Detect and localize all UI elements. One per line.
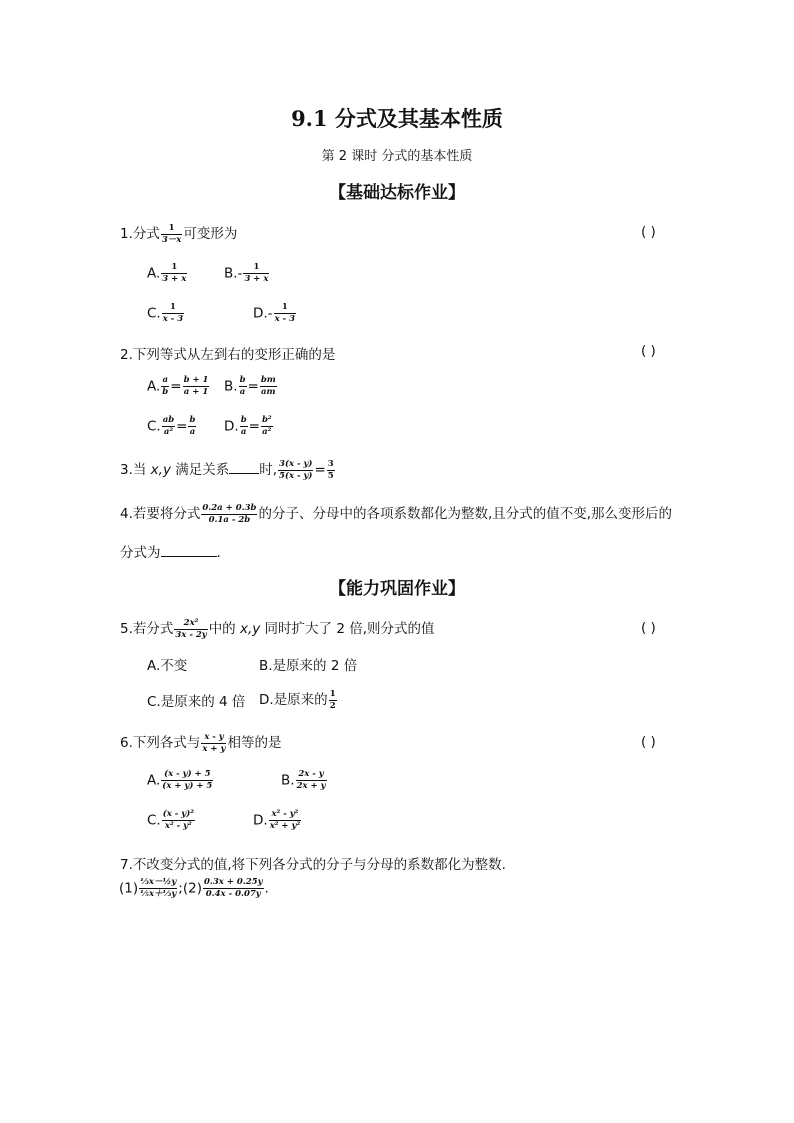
question-4-line2: 分式为 . [120,545,221,561]
q1-option-a[interactable]: A. $\frac{1}{3 + x}$ [147,262,187,284]
page-title: 9.1 分式及其基本性质 [291,106,503,131]
question-3: 3.当 x,y 满足关系 时, $\frac{3(x - y)}{5(x - y)}$ = $\frac{3}{5}$ [120,458,334,481]
q4-answer-blank[interactable] [161,556,217,557]
q6-option-a[interactable]: A. $\frac{(x - y) + 5}{(x + y) + 5}$ [147,769,213,791]
q1-prefix: 1.分式 [120,226,160,242]
q6-option-b[interactable]: B. $\frac{2x - y}{2x + y}$ [281,769,326,791]
q2-option-d[interactable]: D. $\frac{b}{a}$ = $\frac{\text{b²}}{\text{a²}}$ [224,415,272,437]
q2-answer-paren[interactable]: ( ) [641,343,656,359]
q1-fraction: $\frac{1}{3-x}$ [161,222,182,245]
q1-option-c[interactable]: C. $\frac{1}{x - 3}$ [147,302,184,324]
q3-answer-blank[interactable] [229,473,259,474]
q1-option-b[interactable]: B.- $\frac{1}{3 + x}$ [224,262,269,284]
q6-answer-paren[interactable]: ( ) [641,734,656,750]
q6-option-d[interactable]: D. $\frac{\text{x² - y²}}{\text{x² + y²}}$ [253,809,301,831]
question-5: 5.若分式 $\frac{\text{2x²}}{3x - 2y}$ 中的 x,y 同时扩大了 2 倍,则分式的值 [120,617,435,640]
q5-option-c[interactable]: C.是原来的 4 倍 [147,694,246,710]
q1-option-d[interactable]: D.- $\frac{1}{x - 3}$ [253,302,295,324]
question-2: 2.下列等式从左到右的变形正确的是 [120,347,336,363]
section-basic-heading: 【基础达标作业】 [329,183,465,203]
question-4: 4.若要将分式 $\frac{0.2a + 0.3b}{0.1a - 2b}$ 的分子、分母中的各项系数都化为整数,且分式的值不变,那么变形后的 [120,502,673,525]
q2-option-b[interactable]: B. $\frac{b}{a}$ = $\frac{bm}{am}$ [224,375,276,397]
q1-answer-paren[interactable]: ( ) [641,224,656,240]
question-6: 6.下列各式与 $\frac{x - y}{x + y}$ 相等的是 [120,731,282,754]
question-7-parts: (1) $\frac{\text{⅓x－½y}}{\text{⅕x＋⅓y}}$ ;(2) $\frac{0.3x + 0.25y}{0.4x - 0.07y}$ . [119,877,269,899]
q5-option-d[interactable]: D.是原来的 $\frac{1}{2}$ [259,688,336,711]
q5-option-b[interactable]: B.是原来的 2 倍 [259,658,358,674]
q5-option-a[interactable]: A.不变 [147,658,188,674]
q2-option-c[interactable]: C. $\frac{ab}{\text{a²}}$ = $\frac{b}{a}$ [147,415,196,437]
section-ability-heading: 【能力巩固作业】 [329,579,465,599]
question-1 [120,222,237,244]
q5-answer-paren[interactable]: ( ) [641,620,656,636]
q1-suffix: 可变形为 [183,226,238,242]
question-7: 7.不改变分式的值,将下列各分式的分子与分母的系数都化为整数. [120,857,506,873]
q2-option-a[interactable]: A. $\frac{a}{b}$ = $\frac{b + 1}{a + 1}$ [147,375,209,397]
page-subtitle: 第 2 课时 分式的基本性质 [321,149,473,164]
q6-option-c[interactable]: C. $\frac{\text{(x - y)²}}{\text{x² - y²}}$ [147,809,194,831]
